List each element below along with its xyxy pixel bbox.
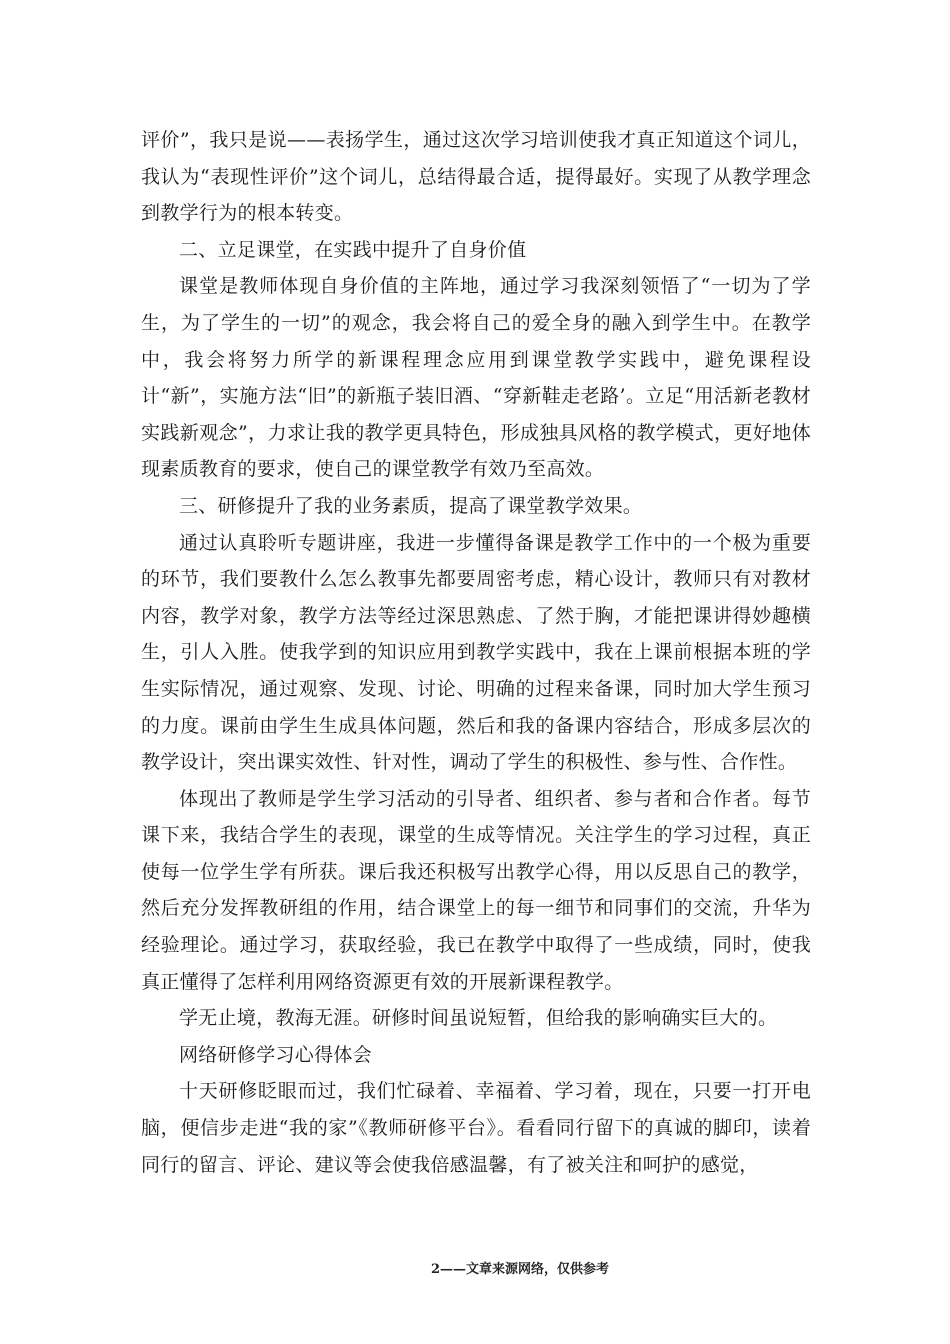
document-body <box>141 122 811 1183</box>
paragraph: 体现出了教师是学生学习活动的引导者、组织者、参与者和合作者。每节课下来，我结合学生的表现，课堂的生成等情况。关注学生的学习过程，真正使每一位学生学有所获。课后我还积极写出教学心得，用以反思自己的教学，然后充分发挥教研组的作用，结合课堂上的每一细节和同事们的交流，升华为经验理论。通过学习，获取经验，我已在教学中取得了一些成绩，同时，使我真正懂得了怎样利用网络资源更有效的开展新课程教学。 <box>141 787 811 993</box>
paragraph: 通过认真聆听专题讲座，我进一步懂得备课是教学工作中的一个极为重要的环节，我们要教什么怎么教事先都要周密考虑，精心设计，教师只有对教材内容，教学对象，教学方法等经过深思熟虑、了然于胸，才能把课讲得妙趣横生，引人入胜。使我学到的知识应用到教学实践中，我在上课前根据本班的学生实际情况，通过观察、发现、讨论、明确的过程来备课，同时加大学生预习的力度。课前由学生生成具体问题，然后和我的备课内容结合，形成多层次的教学设计，突出课实效性、针对性，调动了学生的积极性、参与性、合作性。 <box>141 531 811 774</box>
section-heading-three: 三、研修提升了我的业务素质，提高了课堂教学效果。 <box>179 494 643 517</box>
article-title: 网络研修学习心得体会 <box>179 1043 373 1066</box>
paragraph: 学无止境，教海无涯。研修时间虽说短暂，但给我的影响确实巨大的。 <box>179 1007 778 1030</box>
paragraph-continued: 评价”，我只是说——表扬学生，通过这次学习培训使我才真正知道这个词儿，我认为“表现性评价”这个词儿，总结得最合适，提得最好。实现了从教学理念到教学行为的根本转变。 <box>141 129 811 225</box>
paragraph: 课堂是教师体现自身价值的主阵地，通过学习我深刻领悟了“一切为了学生，为了学生的一切”的观念，我会将自己的爱全身的融入到学生中。在教学中，我会将努力所学的新课程理念应用到课堂教学实践中，避免课程设计“新”，实施方法“旧”的新瓶子装旧酒、“穿新鞋走老路’。立足“用活新老教材实践新观念”，力求让我的教学更具特色，形成独具风格的教学模式，更好地体现素质教育的要求，使自己的课堂教学有效乃至高效。 <box>141 275 811 481</box>
page-footer: 2——文章来源网络，仅供参考 <box>430 1262 610 1277</box>
section-heading-two: 二、立足课堂，在实践中提升了自身价值 <box>179 238 527 261</box>
paragraph: 十天研修眨眼而过，我们忙碌着、幸福着、学习着，现在，只要一打开电脑，便信步走进“我的家”《教师研修平台》。看看同行留下的真诚的脚印，读着同行的留言、评论、建议等会使我倍感温馨，有了被关注和呵护的感觉， <box>141 1080 811 1176</box>
